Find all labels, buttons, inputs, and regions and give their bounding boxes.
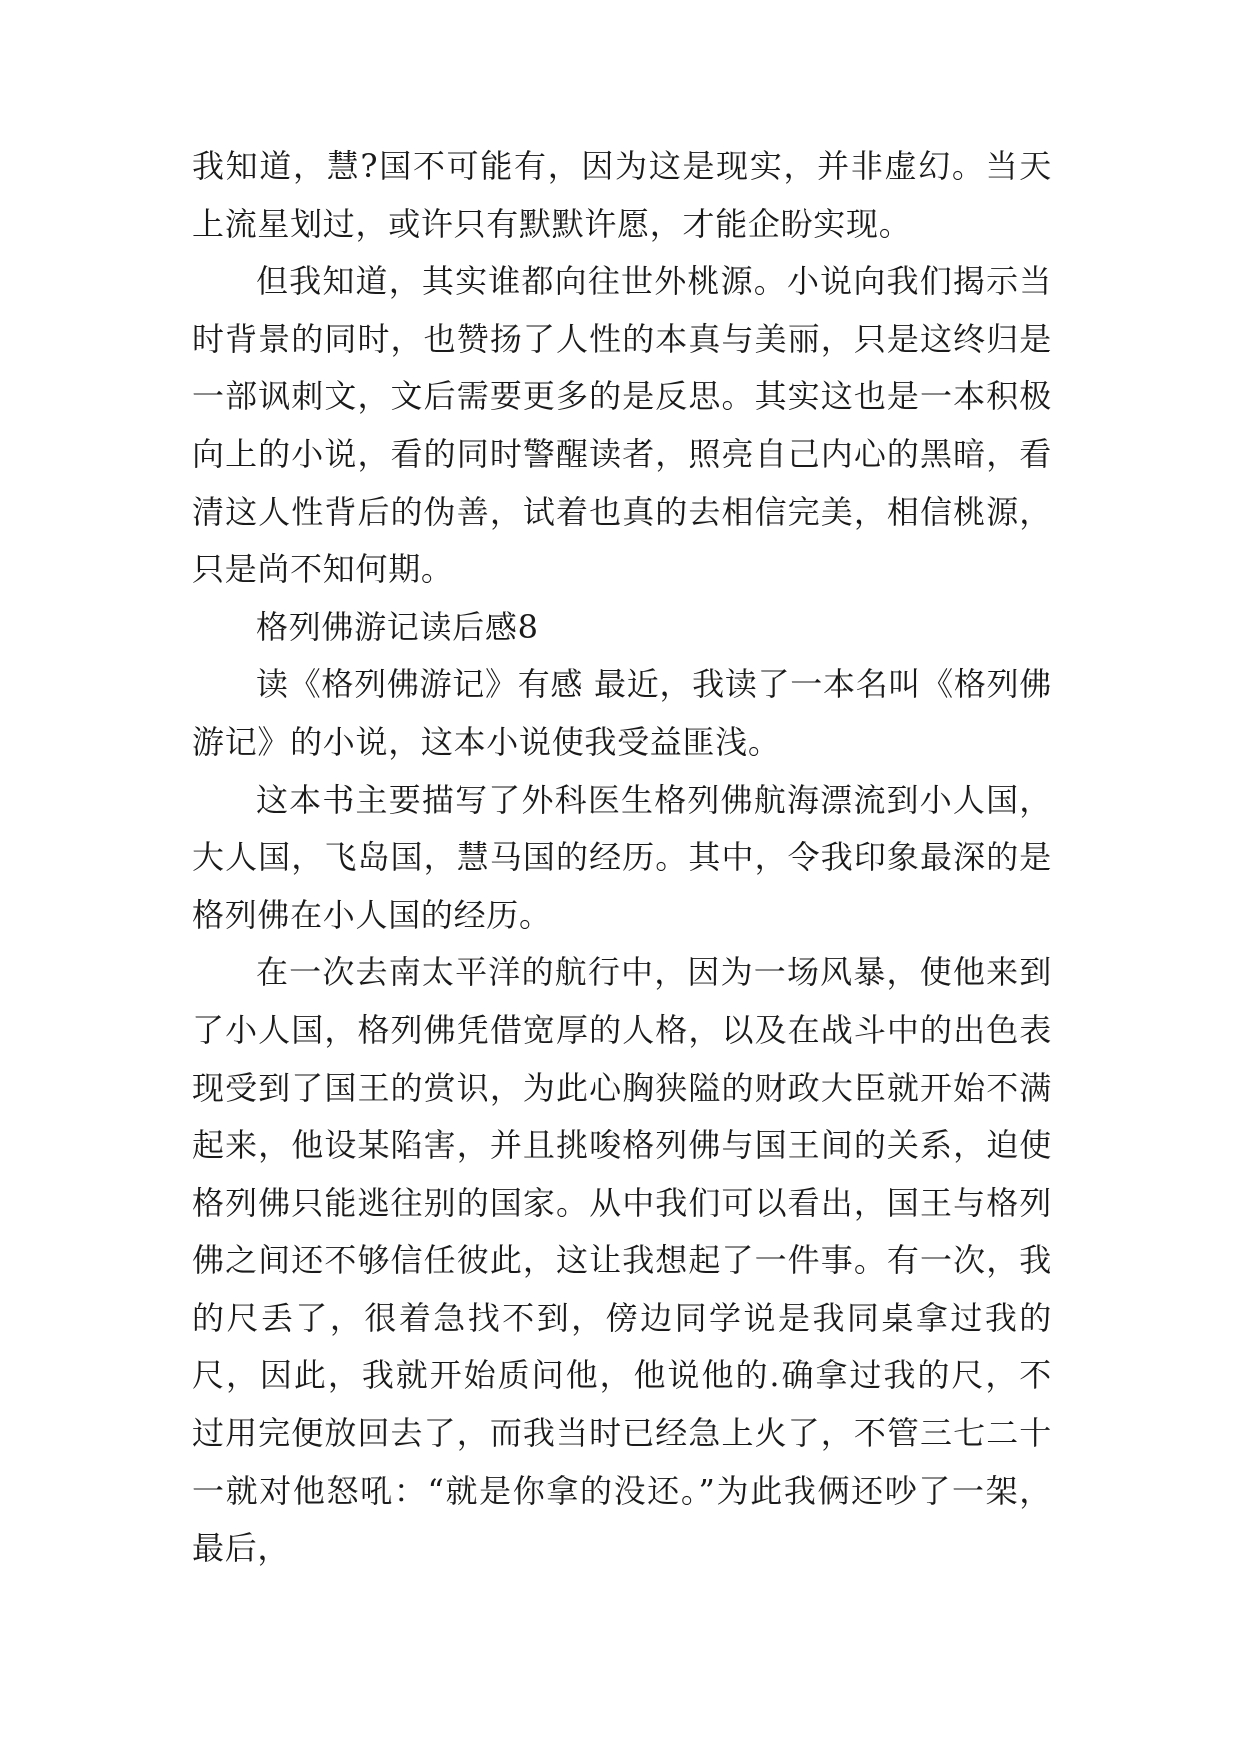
paragraph: 读《格列佛游记》有感 最近，我读了一本名叫《格列佛游记》的小说，这本小说使我受益匪浅。 — [192, 665, 1052, 761]
section-heading: 格列佛游记读后感8 — [256, 607, 539, 646]
document-page — [192, 138, 1052, 1578]
paragraph: 但我知道，其实谁都向往世外桃源。小说向我们揭示当时背景的同时，也赞扬了人性的本真与美丽，只是这终归是一部讽刺文，文后需要更多的是反思。其实这也是一本积极向上的小说，看的同时警醒读者，照亮自己内心的黑暗，看清这人性背后的伪善，试着也真的去相信完美，相信桃源，只是尚不知何期。 — [192, 262, 1052, 589]
paragraph: 在一次去南太平洋的航行中，因为一场风暴，使他来到了小人国，格列佛凭借宽厚的人格，以及在战斗中的出色表现受到了国王的赏识，为此心胸狭隘的财政大臣就开始不满起来，他设某陷害，并且挑唆格列佛与国王间的关系，迫使格列佛只能逃往别的国家。从中我们可以看出，国王与格列佛之间还不够信任彼此，这让我想起了一件事。有一次，我的尺丢了，很着急找不到，傍边同学说是我同桌拿过我的尺，因此，我就开始质问他，他说他的.确拿过我的尺，不过用完便放回去了，而我当时已经急上火了，不管三七二十一就对他怒吼：“就是你拿的没还。”为此我俩还吵了一架，最后， — [192, 953, 1052, 1568]
paragraph-continuation: 我知道，慧?国不可能有，因为这是现实，并非虚幻。当天上流星划过，或许只有默默许愿，才能企盼实现。 — [192, 147, 1052, 243]
paragraph: 这本书主要描写了外科医生格列佛航海漂流到小人国，大人国，飞岛国，慧马国的经历。其中，令我印象最深的是格列佛在小人国的经历。 — [192, 780, 1052, 934]
